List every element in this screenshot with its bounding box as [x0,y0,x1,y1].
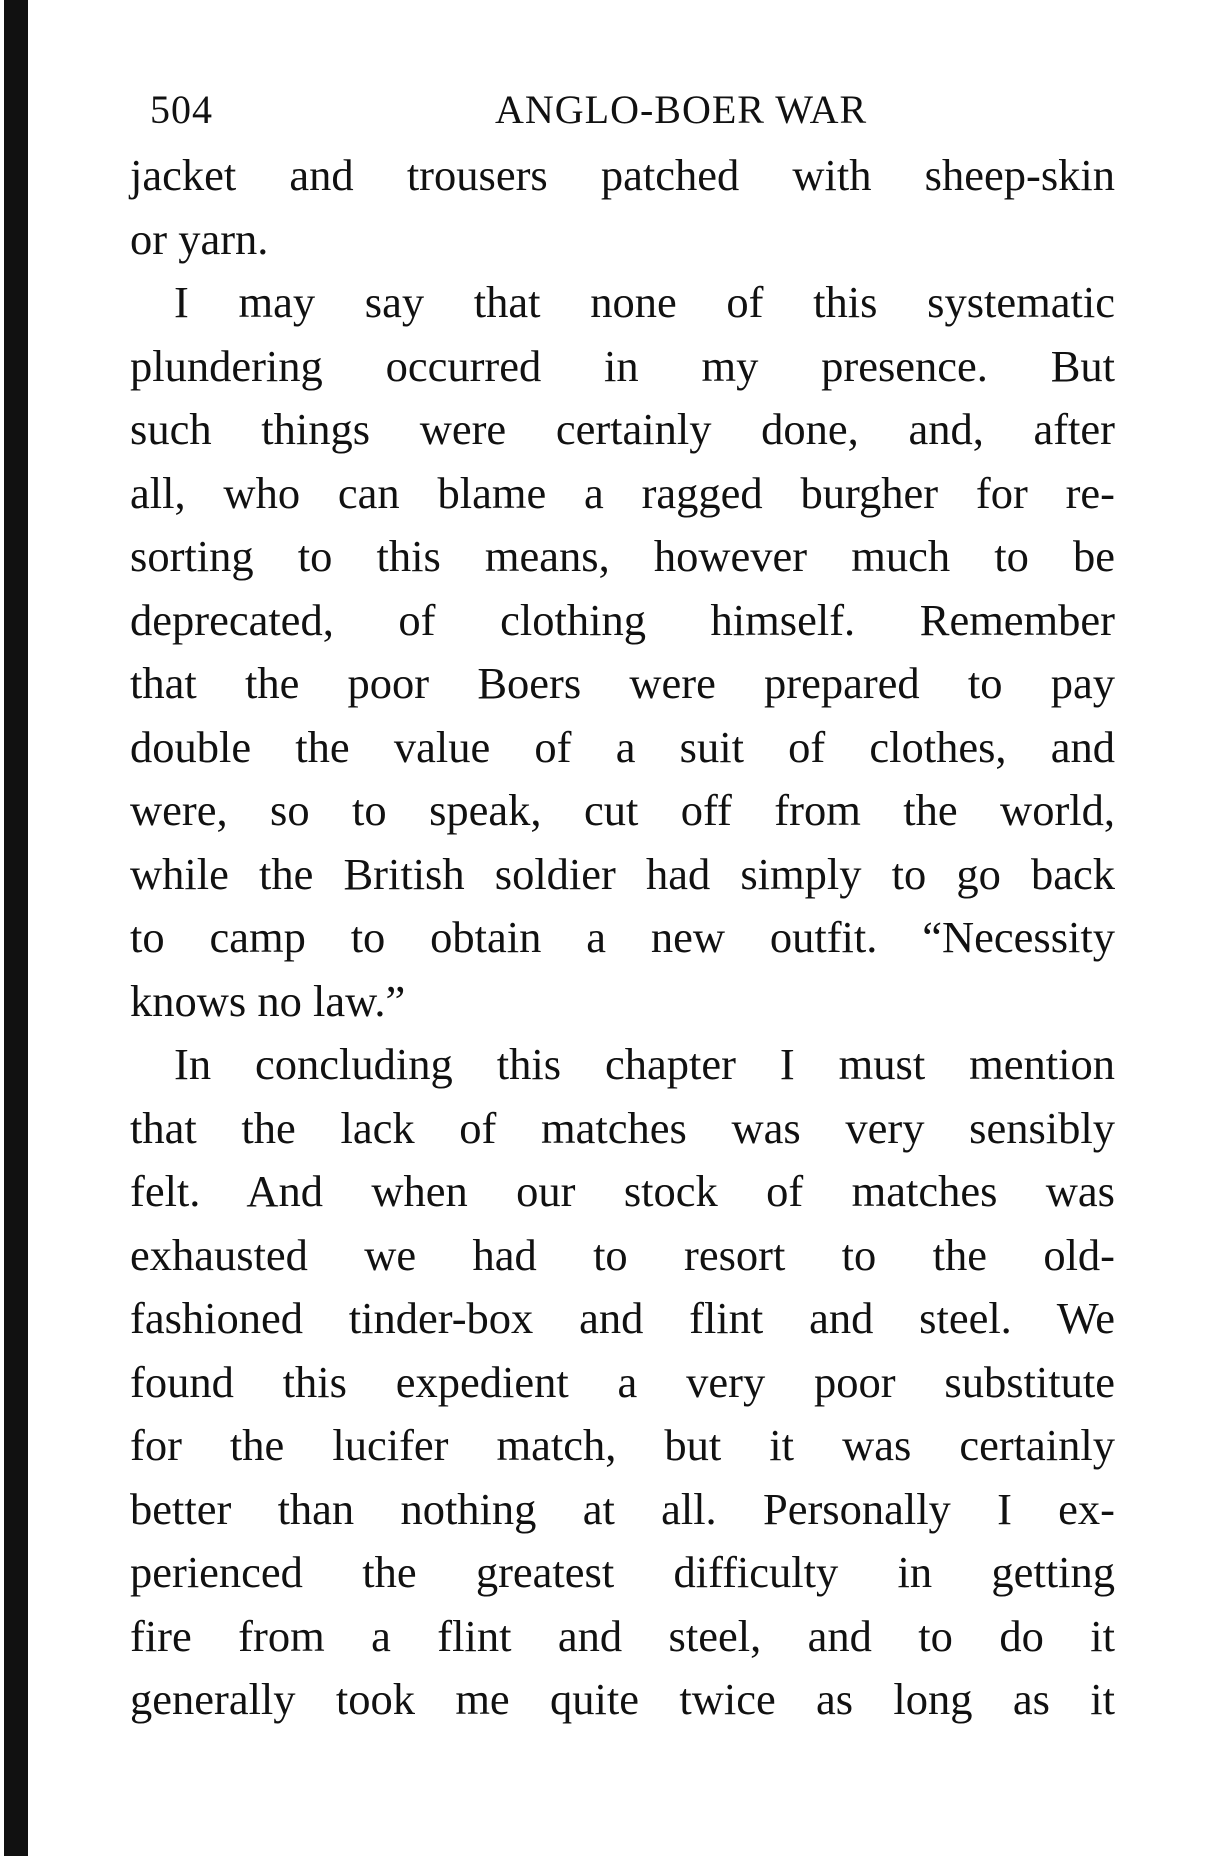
text-line: that the poor Boers were prepared to pay [130,658,1115,708]
text-line: sorting to this means, however much to be [130,531,1115,581]
page-number: 504 [150,87,213,132]
text-line: fashioned tinder-box and flint and steel. We [130,1293,1115,1343]
text-line: In concluding this chapter I must mention [174,1039,1115,1089]
text-line: generally took me quite twice as long as it [130,1674,1115,1724]
running-title: ANGLO-BOER WAR [495,87,868,132]
text-line: to camp to obtain a new outfit. “Necessity [130,912,1115,962]
text-line: deprecated, of clothing himself. Remember [130,594,1115,645]
running-head [130,86,1115,144]
text-line: double the value of a suit of clothes, and [130,721,1115,772]
text-line: were, so to speak, cut off from the world, [130,785,1115,835]
text-line: better than nothing at all. Personally I ex- [130,1483,1115,1534]
text-line: all, who can blame a ragged burgher for re- [130,467,1115,518]
body-text [130,144,1115,1732]
text-line: or yarn. [130,213,269,264]
text-line: knows no law.” [130,975,406,1026]
text-line: jacket and trousers patched with sheep-skin [130,150,1115,200]
text-line: for the lucifer match, but it was certainly [130,1420,1115,1470]
text-line: fire from a flint and steel, and to do it [130,1610,1115,1661]
text-line: perienced the greatest difficulty in getting [130,1547,1115,1597]
binding-edge [4,0,28,1856]
book-page [130,86,1115,1732]
text-line: exhausted we had to resort to the old- [130,1229,1115,1280]
text-line: while the British soldier had simply to go back [130,848,1115,899]
text-line: found this expedient a very poor substitute [130,1356,1115,1407]
text-line: felt. And when our stock of matches was [130,1166,1115,1216]
text-line: such things were certainly done, and, after [130,404,1115,454]
text-line: plundering occurred in my presence. But [130,340,1115,391]
text-line: that the lack of matches was very sensibly [130,1102,1115,1153]
text-line: I may say that none of this systematic [174,277,1115,327]
